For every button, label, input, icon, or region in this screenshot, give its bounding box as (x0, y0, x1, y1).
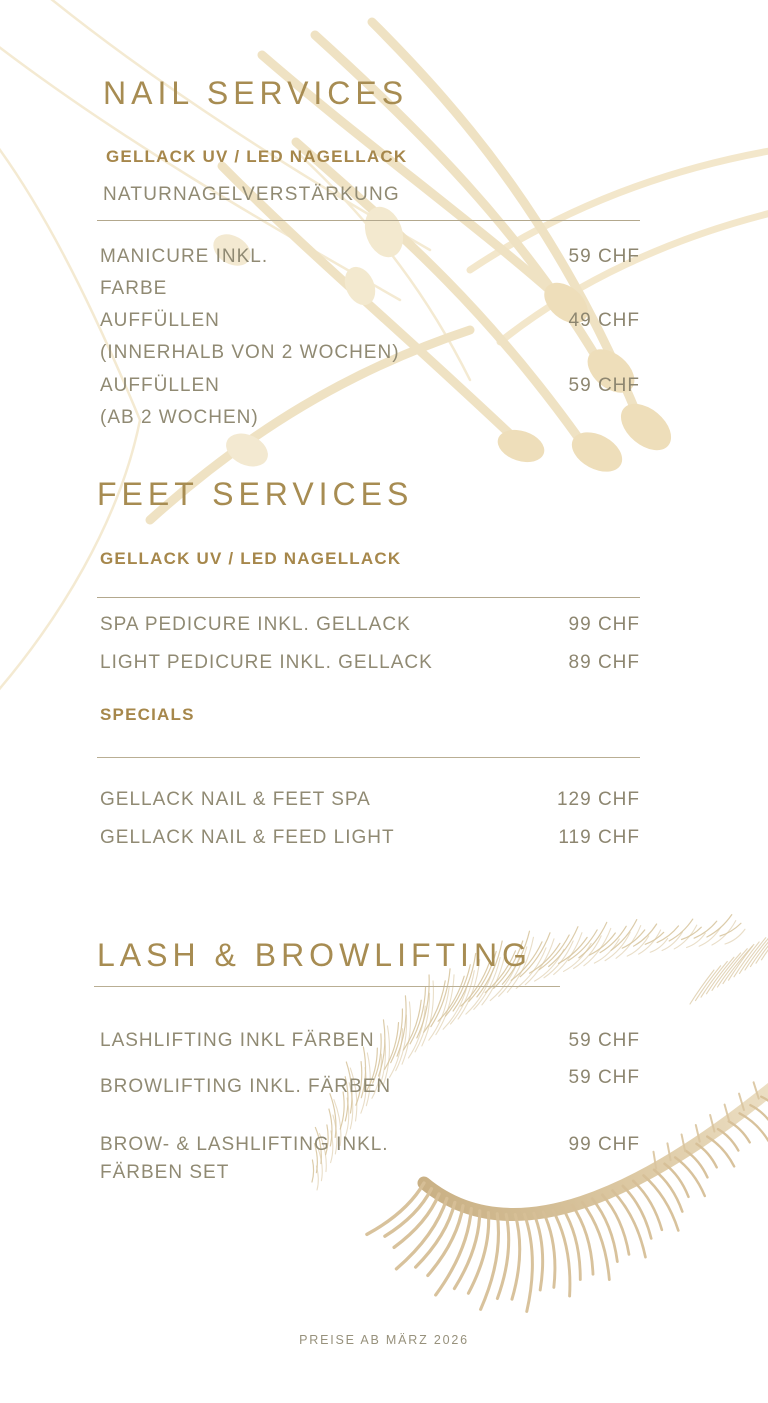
item-label-line1: LASHLIFTING INKL FÄRBEN (100, 1030, 375, 1051)
item-label-line1: SPA PEDICURE INKL. GELLACK (100, 614, 411, 635)
divider (97, 757, 640, 758)
feet-subtitle-bold: GELLACK UV / LED NAGELLACK (100, 549, 402, 568)
item-label-line2: (INNERHALB VON 2 WOCHEN) (100, 342, 400, 363)
menu-item-row (100, 1025, 640, 1057)
divider (97, 220, 640, 221)
divider (97, 597, 640, 598)
menu-item-row (100, 609, 640, 641)
section-title-feet-services: FEET SERVICES (97, 476, 414, 512)
footer-note: PREISE AB MÄRZ 2026 (299, 1333, 469, 1347)
item-price: 59 CHF (568, 375, 640, 396)
item-price: 129 CHF (556, 789, 640, 810)
menu-item-row (100, 822, 640, 854)
menu-item-row (100, 241, 640, 305)
nail-subtitle-bold: GELLACK UV / LED NAGELLACK (106, 147, 408, 166)
item-price: 59 CHF (568, 1067, 640, 1088)
item-price: 49 CHF (568, 310, 640, 331)
item-label-line1: GELLACK NAIL & FEET SPA (100, 789, 371, 810)
section-title-lash-browlifting: LASH & BROWLIFTING (97, 937, 532, 973)
item-label-line1: GELLACK NAIL & FEED LIGHT (100, 827, 395, 848)
item-price: 119 CHF (558, 827, 640, 848)
item-label-line1: LIGHT PEDICURE INKL. GELLACK (100, 652, 433, 673)
divider (94, 986, 560, 987)
menu-item-row (100, 1131, 640, 1187)
item-price: 99 CHF (568, 614, 640, 635)
item-label-line2: FÄRBEN SET (100, 1162, 230, 1183)
item-price: 99 CHF (568, 1134, 640, 1155)
menu-item-row (100, 305, 640, 369)
menu-item-row (100, 1067, 640, 1103)
section-title-nail-services: NAIL SERVICES (103, 75, 409, 111)
item-price: 89 CHF (568, 652, 640, 673)
menu-item-row (100, 784, 640, 816)
item-price: 59 CHF (568, 246, 640, 267)
item-label-line1: AUFFÜLLEN (100, 375, 220, 396)
nail-subtitle: NATURNAGELVERSTÄRKUNG (103, 184, 400, 205)
item-label-line2: (AB 2 WOCHEN) (100, 407, 259, 428)
item-label-line2: FARBE (100, 278, 168, 299)
specials-subheading: SPECIALS (100, 705, 195, 724)
item-label-line1: AUFFÜLLEN (100, 310, 220, 331)
item-label-line1: BROW- & LASHLIFTING INKL. (100, 1134, 389, 1155)
item-label-line1: MANICURE INKL. (100, 246, 269, 267)
item-label-line1: BROWLIFTING INKL. FÄRBEN (100, 1076, 392, 1097)
item-price: 59 CHF (568, 1030, 640, 1051)
menu-item-row (100, 647, 640, 679)
menu-item-row (100, 370, 640, 434)
